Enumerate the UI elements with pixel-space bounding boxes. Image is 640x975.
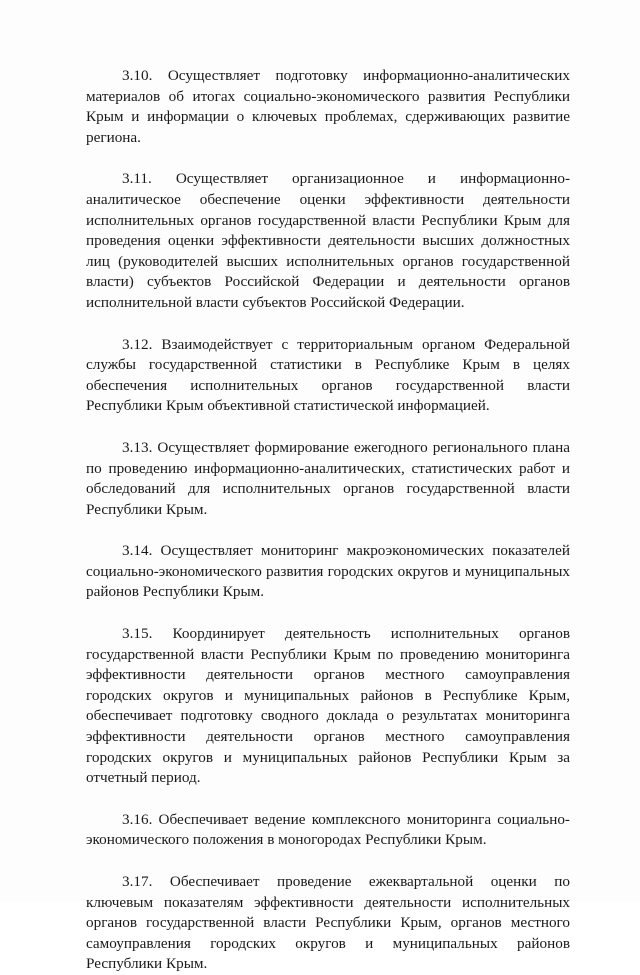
paragraph-3-13: 3.13. Осуществляет формирование ежегодного регионального плана по проведению информационно-аналитических, статистических работ и обследований для исполнительных органов государственной власти Республики Крым. <box>86 438 570 518</box>
paragraph-3-12: 3.12. Взаимодействует с территориальным органом Федеральной службы государственной статистики в Республике Крым в целях обеспечения исполнительных органов государственной власти Республики Крым объективной статистической информацией. <box>86 335 570 415</box>
paragraph-3-15: 3.15. Координирует деятельность исполнительных органов государственной власти Республики Крым по проведению мониторинга эффективности деятельности органов местного самоуправления городских округов и муниципальных районов в Республике Крым, обеспечивает подготовку сводного доклада о результатах мониторинга эффективности деятельности органов местного самоуправления городских округов и муниципальных районов Республики Крым за отчетный период. <box>86 625 570 787</box>
paragraph-3-16: 3.16. Обеспечивает ведение комплексного мониторинга социально-экономического положения в моногородах Республики Крым. <box>86 810 570 849</box>
paragraph-3-10: 3.10. Осуществляет подготовку информационно-аналитических материалов об итогах социально-экономического развития Республики Крым и информации о ключевых проблемах, сдерживающих развитие региона. <box>86 67 570 146</box>
paragraph-3-14: 3.14. Осуществляет мониторинг макроэкономических показателей социально-экономического развития городских округов и муниципальных районов Республики Крым. <box>86 542 570 601</box>
paragraph-3-11: 3.11. Осуществляет организационное и информационно-аналитическое обеспечение оценки эффективности деятельности исполнительных органов государственной власти Республики Крым для проведения оценки эффективности деятельности высших должностных лиц (руководителей высших исполнительных органов государственной власти) субъектов Российской Федерации и деятельности органов исполнительной власти субъектов Российской Федерации. <box>86 170 570 311</box>
document-body <box>86 66 570 975</box>
paragraph-3-17: 3.17. Обеспечивает проведение ежеквартальной оценки по ключевым показателям эффективности деятельности исполнительных органов государственной власти Республики Крым, органов местного самоуправления городских округов и муниципальных районов Республики Крым. <box>86 873 570 973</box>
